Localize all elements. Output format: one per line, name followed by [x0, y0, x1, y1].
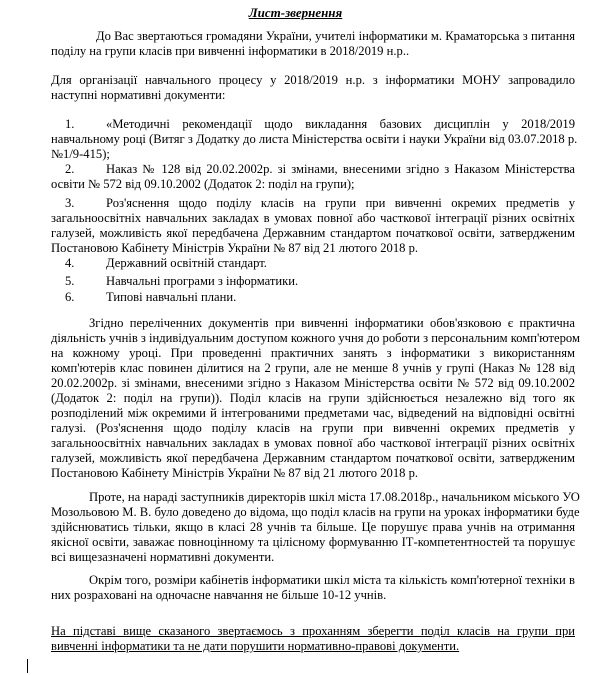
- text-line: всі вищезазначені нормативні документи.: [51, 550, 275, 564]
- text-cursor: [27, 659, 28, 673]
- documents-intro-paragraph: [51, 73, 575, 103]
- list-item-number: 6.: [65, 290, 75, 304]
- document-title: Лист-звернення: [248, 5, 343, 20]
- list-item-number: 5.: [65, 274, 75, 288]
- text-line: Постановою Кабінету Міністрів України № 87 від 21 лютого 2018 р.: [51, 241, 419, 255]
- text-line: Окрім того, розміри кабінетів інформатики шкіл міста та кількість комп'ютерної техніки в: [89, 573, 575, 587]
- rooms-paragraph: [51, 573, 575, 603]
- text-line: галузей, можливість якої передбачена Державним стандартом початкової освіти, затвердженим: [51, 226, 575, 240]
- requirements-paragraph: [51, 316, 580, 481]
- text-line: До Вас звертаються громадяни України, учителі інформатики м. Краматорська з питання: [96, 29, 575, 43]
- text-line: галузей, можливість якої передбачена Державним стандартом початкової освіти, затвердженим: [51, 451, 575, 465]
- list-item-number: 3.: [65, 196, 75, 210]
- text-line: загальноосвітніх навчальних закладах в умовах повної або часткової інтеграції різних освітніх: [51, 436, 575, 450]
- text-line: Державний освітній стандарт.: [106, 256, 267, 270]
- text-line: діяльність учнів з індивідуальним доступом кожного учня до роботи з персональним комп'ютером: [51, 331, 580, 345]
- text-line: На підставі вище сказаного звертаємось з проханням зберегти поділ класів на групи при: [51, 624, 575, 638]
- text-line: Роз'яснення щодо поділу класів на групи при вивченні окремих предметів у: [106, 196, 575, 210]
- text-line: (Додаток 2: поділ на групи)). Поділ класів на групи здійснюється незалежно від того як: [51, 391, 575, 405]
- text-line: 20.02.2002р. зі змінами, внесеними згідно з Наказом Міністерства освіти № 572 від 09.10.2002: [51, 376, 575, 390]
- text-line: Типові навчальні плани.: [106, 290, 237, 304]
- text-line: галузі. (Роз'яснення щодо поділу класів на групи при вивченні окремих предметів у: [51, 421, 575, 435]
- text-line: поділу на групи класів при вивченні інформатики в 2018/2019 н.р..: [51, 44, 410, 58]
- text-line: Навчальні програми з інформатики.: [106, 274, 299, 288]
- list-item-number: 1.: [65, 117, 75, 131]
- text-line: Мозольовою М. В. було доведено до відома, що поділ класів на групи на уроках інформатики буде: [51, 505, 580, 519]
- text-line: Наказ № 128 від 20.02.2002р. зі змінами, внесеними згідно з Наказом Міністерства: [106, 162, 575, 176]
- text-line: Проте, на нараді заступників директорів шкіл міста 17.08.2018р., начальником міського УО: [89, 490, 580, 504]
- text-line: розподілений між окремими й інтегрованими предметами час, відведений на відповідні освітні: [51, 406, 575, 420]
- text-line: них розраховані на одночасне навчання не більше 10-12 учнів.: [51, 588, 387, 602]
- text-line: Згідно переліченних документів при вивченні інформатики обов'язковою є практична: [89, 316, 575, 330]
- request-paragraph: [51, 624, 575, 654]
- text-line: вивченні інформатики та не дати порушити нормативно-правові документи.: [51, 639, 460, 653]
- text-line: Постановою Кабінету Міністрів України № 87 від 21 лютого 2018 р.: [51, 466, 419, 480]
- text-line: Для організації навчального процесу у 2018/2019 н.р. з інформатики МОНУ запровадило: [51, 73, 575, 87]
- text-line: на кожному уроці. При проведенні практичних занять з інформатики з використанням: [51, 346, 575, 360]
- text-line: загальноосвітніх навчальних закладах в умовах повної або часткової інтеграції різних освітніх: [51, 211, 575, 225]
- list-item-number: 2.: [65, 162, 75, 176]
- list-item-number: 4.: [65, 256, 75, 270]
- intro-paragraph: [51, 29, 575, 59]
- text-line: «Методичні рекомендації щодо викладання базових дисциплін у 2018/2019: [106, 117, 575, 131]
- text-line: освіти № 572 від 09.10.2002 (Додаток 2: поділ на групи);: [51, 177, 355, 191]
- text-line: якісної освіти, заважає повноцінному та цілісному формуванню ІТ-компетентностей та порушує: [51, 535, 575, 549]
- text-line: навчальному році (Витяг з Додатку до листа Міністерства освіти і науки України від 03.07.2018 р.: [51, 132, 578, 146]
- text-line: наступні нормативні документи:: [51, 88, 226, 102]
- text-line: комп'ютерів клас повинен ділитися на 2 групи, але не менше 8 учнів у групі (Наказ № 128 від: [51, 361, 575, 375]
- text-line: №1/9-415);: [51, 147, 110, 161]
- text-line: здійснюватись тільки, якщо в класі 28 учнів та більше. Це порушує права учнів на отримання: [51, 520, 575, 534]
- meeting-paragraph: [51, 490, 580, 565]
